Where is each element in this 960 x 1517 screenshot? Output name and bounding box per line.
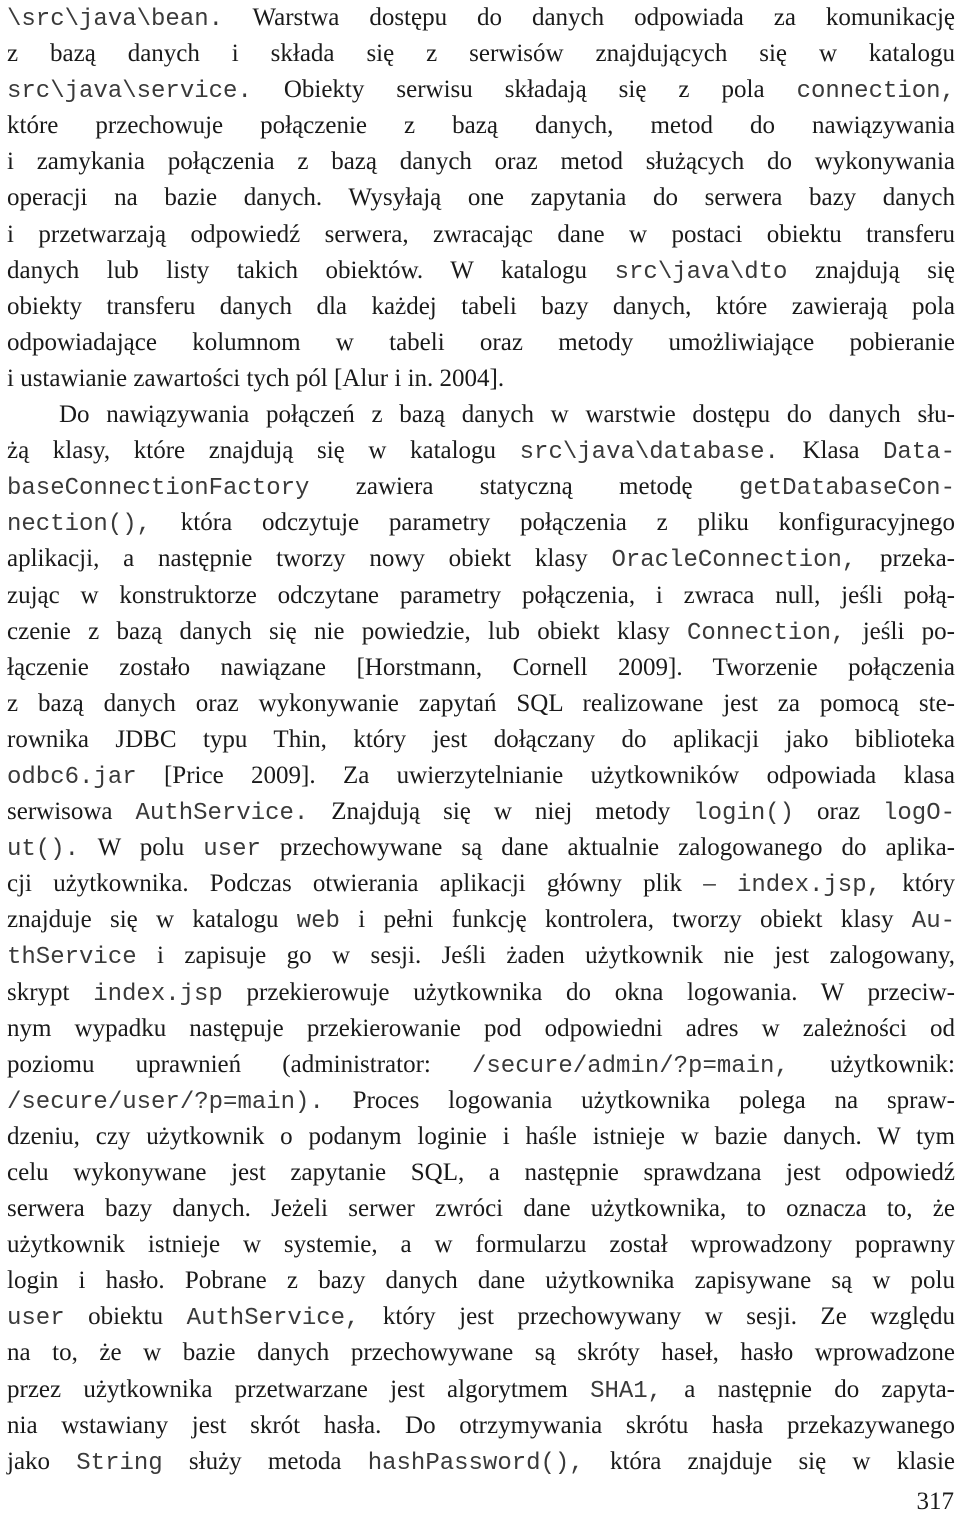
text-line bbox=[7, 0, 955, 36]
text-line bbox=[7, 1263, 955, 1299]
text-span: znajduje się w katalogu bbox=[7, 906, 297, 934]
text-line bbox=[7, 1119, 955, 1155]
text-span: operacji na bazie danych. Wysyłają one zapytania do serwera bazy danych bbox=[7, 184, 955, 212]
text-span: służy metoda bbox=[162, 1447, 368, 1475]
text-span: [Price 2009]. Za uwierzytelnianie użytkowników odpowiada klasa bbox=[136, 761, 955, 789]
text-span: przekierowuje użytkownika do okna logowania. W przeciw- bbox=[222, 978, 955, 1006]
text-span: jeśli po- bbox=[845, 617, 955, 645]
text-line bbox=[7, 253, 955, 289]
text-span: żą klasy, które znajdują się w katalogu bbox=[7, 437, 520, 465]
code-span: login() bbox=[693, 800, 795, 828]
text-span: W polu bbox=[79, 834, 204, 862]
text-span: i ustawianie zawartości tych pól [Alur i in. 2004]. bbox=[7, 364, 505, 392]
text-span: użytkownik istnieje w systemie, a w formularzu został wprowadzony poprawny bbox=[7, 1231, 955, 1259]
text-span: użytkownik: bbox=[788, 1050, 955, 1078]
text-line bbox=[7, 938, 955, 974]
code-span: src\java\service. bbox=[7, 78, 252, 106]
text-span: aplikacji, a następnie tworzy nowy obiekt klasy bbox=[7, 545, 612, 573]
text-span: obiektu bbox=[64, 1303, 187, 1331]
text-span: i pełni funkcję kontrolera, tworzy obiekt klasy bbox=[339, 906, 912, 934]
text-span: znajdują się bbox=[787, 256, 956, 284]
code-span: getDatabaseCon- bbox=[738, 475, 955, 503]
text-span: zawiera statyczną metodę bbox=[309, 473, 739, 501]
text-span: i zamykania połączenia z bazą danych oraz metod służących do wykonywania bbox=[7, 148, 955, 176]
code-span: connection, bbox=[796, 78, 955, 106]
page-number: 317 bbox=[916, 1488, 954, 1515]
text-line bbox=[7, 902, 955, 938]
text-line bbox=[7, 180, 955, 216]
code-span: index.jsp bbox=[93, 980, 223, 1008]
code-span: user bbox=[7, 1305, 65, 1333]
text-span: jako bbox=[7, 1447, 77, 1475]
code-span: nection(), bbox=[7, 511, 152, 539]
text-line bbox=[7, 1083, 955, 1119]
text-span: celu wykonywane jest zapytanie SQL, a następnie sprawdzana jest odpowiedź bbox=[7, 1159, 955, 1186]
text-span: Obiekty serwisu składają się z pola bbox=[251, 76, 797, 104]
text-line bbox=[7, 505, 955, 541]
text-span: czenie z bazą danych się nie powiedzie, lub obiekt klasy bbox=[7, 617, 688, 645]
text-line bbox=[7, 1335, 955, 1371]
text-span: i przetwarzają odpowiedź serwera, zwracając dane w postaci obiektu transferu bbox=[7, 220, 955, 248]
code-span: logO- bbox=[883, 800, 956, 828]
text-line bbox=[7, 1047, 955, 1083]
text-span: cji użytkownika. Podczas otwierania aplikacji główny plik – bbox=[7, 870, 737, 898]
text-span: przeka- bbox=[856, 545, 955, 573]
text-span: oraz bbox=[794, 798, 883, 826]
text-line bbox=[7, 1444, 955, 1480]
text-line bbox=[7, 1191, 955, 1227]
code-span: src\java\database. bbox=[519, 439, 779, 467]
code-span: /secure/user/?p=main). bbox=[7, 1088, 324, 1116]
text-span: nym wypadku następuje przekierowanie pod odpowiedni adres w zależności od bbox=[7, 1014, 955, 1042]
code-span: /secure/admin/?p=main, bbox=[472, 1052, 789, 1080]
text-span: obiekty transferu danych dla każdej tabeli bazy danych, które zawierają pola bbox=[7, 292, 955, 320]
code-span: String bbox=[76, 1449, 163, 1477]
text-line bbox=[7, 830, 955, 866]
text-span: która odczytuje parametry połączenia z pliku konfiguracyjnego bbox=[151, 509, 955, 537]
text-span: i zapisuje go w sesji. Jeśli żaden użytkownik nie jest zalogowany, bbox=[136, 942, 955, 970]
code-span: ut(). bbox=[7, 836, 80, 864]
text-span: nia wstawiany jest skrót hasła. Do otrzymywania skrótu hasła przekazywanego bbox=[7, 1411, 955, 1439]
text-span: Warstwa dostępu do danych odpowiada za komunikację bbox=[223, 4, 955, 31]
code-span: user bbox=[203, 836, 261, 864]
text-line bbox=[7, 614, 955, 650]
text-span: który jest przechowywany w sesji. Ze względu bbox=[359, 1303, 955, 1331]
text-line bbox=[7, 686, 955, 722]
code-span: SHA1, bbox=[590, 1377, 663, 1405]
text-line bbox=[7, 217, 955, 253]
text-span: danych lub listy takich obiektów. W katalogu bbox=[7, 256, 615, 284]
text-line bbox=[7, 722, 955, 758]
code-span: odbc6.jar bbox=[7, 763, 137, 791]
text-span: Do nawiązywania połączeń z bazą danych w warstwie dostępu do danych słu- bbox=[59, 401, 955, 429]
text-line bbox=[7, 361, 955, 397]
text-line bbox=[7, 1227, 955, 1263]
text-span: łączenie zostało nawiązane [Horstmann, Cornell 2009]. Tworzenie połączenia bbox=[7, 653, 955, 681]
text-line bbox=[7, 866, 955, 902]
text-line bbox=[7, 36, 955, 72]
text-span: serwisowa bbox=[7, 798, 136, 826]
text-line bbox=[7, 72, 955, 108]
text-span: które przechowuje połączenie z bazą danych, metod do nawiązywania bbox=[7, 112, 955, 140]
code-span: baseConnectionFactory bbox=[7, 475, 310, 503]
code-span: Au- bbox=[911, 908, 956, 936]
text-span: dzeniu, czy użytkownik o podanym loginie i haśle istnieje w bazie danych. W tym bbox=[7, 1122, 955, 1150]
code-span: src\java\dto bbox=[614, 258, 788, 286]
code-span: AuthService, bbox=[186, 1305, 360, 1333]
text-line bbox=[7, 433, 955, 469]
text-span: skrypt bbox=[7, 978, 94, 1006]
body-text bbox=[7, 0, 955, 1480]
text-span: poziomu uprawnień (administrator: bbox=[7, 1050, 472, 1078]
text-span: przez użytkownika przetwarzane jest algorytmem bbox=[7, 1375, 591, 1403]
text-span: login i hasło. Pobrane z bazy danych dane użytkownika zapisywane są w polu bbox=[7, 1267, 955, 1295]
code-span: Connection, bbox=[687, 619, 846, 647]
text-line bbox=[7, 469, 955, 505]
code-span: thService bbox=[7, 944, 137, 972]
code-span: AuthService. bbox=[135, 800, 309, 828]
text-line bbox=[7, 758, 955, 794]
text-span: zując w konstruktorze odczytane parametry połączenia, i zwraca null, jeśli połą- bbox=[7, 581, 955, 609]
text-line bbox=[7, 325, 955, 361]
text-span: Proces logowania użytkownika polega na spraw- bbox=[323, 1086, 955, 1114]
text-span: a następnie do zapyta- bbox=[662, 1375, 955, 1403]
text-span: przechowywane są dane aktualnie zalogowanego do aplika- bbox=[260, 834, 956, 862]
text-span: z bazą danych oraz wykonywanie zapytań SQL realizowane jest za pomocą ste- bbox=[7, 689, 955, 717]
text-line bbox=[7, 397, 955, 433]
text-span: który bbox=[881, 870, 955, 898]
text-line bbox=[7, 1408, 955, 1444]
text-line bbox=[7, 108, 955, 144]
text-span: z bazą danych i składa się z serwisów znajdujących się w katalogu bbox=[7, 40, 955, 68]
text-span: Znajdują się w niej metody bbox=[308, 798, 694, 826]
text-span: odpowiadające kolumnom w tabeli oraz metody umożliwiające pobieranie bbox=[7, 328, 955, 356]
text-line bbox=[7, 1155, 955, 1191]
code-span: Data- bbox=[883, 439, 956, 467]
code-span: hashPassword(), bbox=[367, 1449, 584, 1477]
code-span: \src\java\bean. bbox=[7, 6, 224, 33]
text-span: rownika JDBC typu Thin, który jest dołączany do aplikacji jako biblioteka bbox=[7, 725, 955, 753]
text-span: serwera bazy danych. Jeżeli serwer zwróci dane użytkownika, to oznacza to, że bbox=[7, 1195, 955, 1223]
text-span: która znajduje się w klasie bbox=[583, 1447, 956, 1475]
text-line bbox=[7, 1011, 955, 1047]
text-line bbox=[7, 541, 955, 577]
code-span: index.jsp, bbox=[736, 872, 881, 900]
text-line bbox=[7, 975, 955, 1011]
text-line bbox=[7, 578, 955, 614]
code-span: web bbox=[296, 908, 340, 936]
text-line bbox=[7, 289, 955, 325]
text-line bbox=[7, 1299, 955, 1335]
text-span: na to, że w bazie danych przechowywane są skróty haseł, hasło wprowadzone bbox=[7, 1339, 955, 1367]
text-line bbox=[7, 650, 955, 686]
text-span: Klasa bbox=[778, 437, 883, 465]
text-line bbox=[7, 144, 955, 180]
text-line bbox=[7, 794, 955, 830]
code-span: OracleConnection, bbox=[611, 547, 857, 575]
text-line bbox=[7, 1372, 955, 1408]
